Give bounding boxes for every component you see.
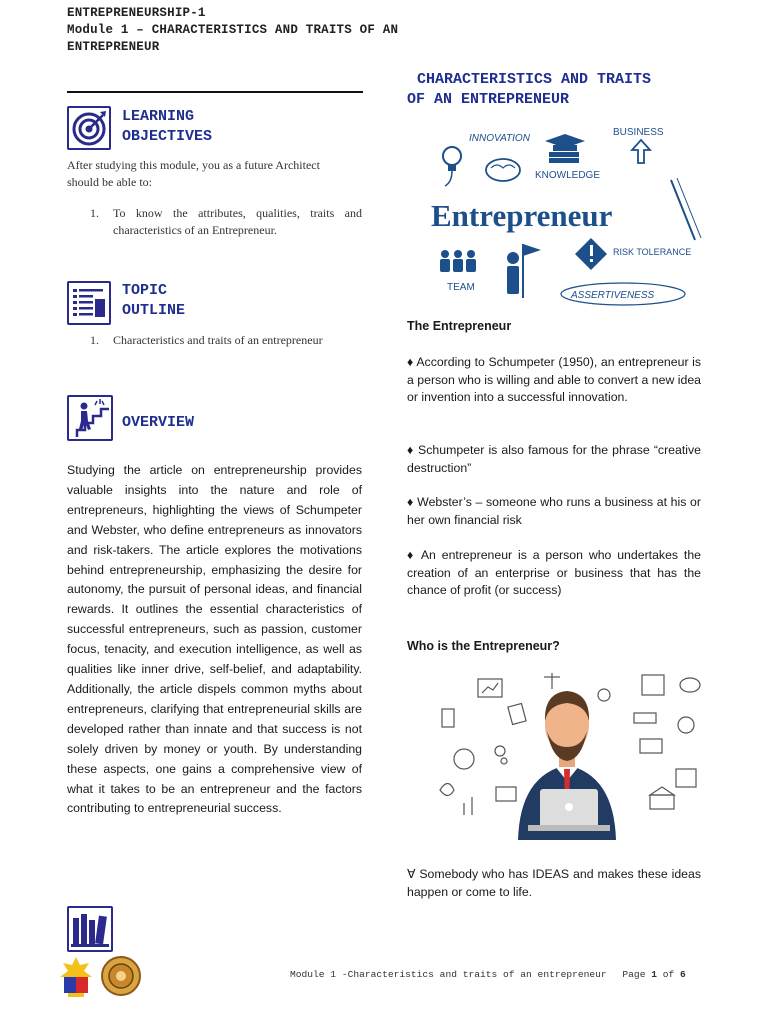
- outline-document-icon: [67, 281, 111, 325]
- footer-page-label: Page: [622, 969, 646, 980]
- footer-of: of: [662, 969, 675, 980]
- schumpeter-definition: ♦ According to Schumpeter (1950), an entrepreneur is a person who is willing and able to convert a new idea or invention into a successful innovation.: [407, 355, 701, 404]
- objective-item: To know the attributes, qualities, traits and characteristics of an Entrepreneur.: [113, 206, 362, 237]
- businessman-figure: [518, 691, 616, 840]
- objective-number: 1.: [90, 206, 99, 220]
- footer-total-pages: 6: [680, 969, 686, 980]
- graduation-cap-icon: [545, 134, 585, 163]
- topic-title-line1: TOPIC: [122, 282, 168, 299]
- overview-title: OVERVIEW: [122, 414, 195, 431]
- assertiveness-label: ASSERTIVENESS: [571, 290, 655, 301]
- businessman-illustration: [428, 665, 706, 840]
- footer-page-number: 1: [651, 969, 657, 980]
- header-module-cont: ENTREPRENEUR: [67, 40, 160, 54]
- topic-title-line2: OUTLINE: [122, 302, 186, 319]
- section-divider: [67, 91, 363, 93]
- header-module: Module 1 – CHARACTERISTICS AND TRAITS OF AN: [67, 23, 399, 37]
- doc-header: [67, 5, 398, 56]
- pencil-icon: [671, 178, 701, 240]
- business-label: BUSINESS: [613, 127, 664, 138]
- page-footer: [290, 969, 686, 980]
- topic-outline-title: [122, 281, 185, 321]
- topic-item: Characteristics and traits of an entrepreneur: [113, 333, 323, 347]
- arrow-up-icon: [632, 140, 650, 163]
- leader-flag-icon: [507, 244, 541, 298]
- institution-seal-logo: [56, 955, 96, 1001]
- books-icon: [67, 906, 113, 952]
- knowledge-label: KNOWLEDGE: [535, 170, 601, 181]
- topic-number: 1.: [90, 333, 99, 347]
- characteristics-title-line1: CHARACTERISTICS AND TRAITS: [417, 71, 652, 88]
- warning-icon: [575, 238, 607, 270]
- stairs-climber-icon: [67, 395, 113, 441]
- learning-title-line1: LEARNING: [122, 108, 195, 125]
- team-icon: [440, 250, 476, 272]
- entrepreneur-word: Entrepreneur: [431, 198, 613, 233]
- learning-title-line2: OBJECTIVES: [122, 128, 213, 145]
- the-entrepreneur-heading: The Entrepreneur: [407, 319, 512, 333]
- innovation-label: INNOVATION: [469, 133, 530, 144]
- learning-intro-line2: should be able to:: [67, 175, 152, 189]
- entrepreneur-concept-graphic: [425, 120, 703, 313]
- college-seal-logo: [100, 955, 142, 997]
- learning-objectives-title: [122, 107, 212, 147]
- brain-icon: [486, 159, 520, 181]
- enterprise-definition: ♦ An entrepreneur is a person who undertakes the creation of an enterprise or business that has the chance of profit (or success): [407, 548, 701, 597]
- characteristics-title: [407, 70, 707, 110]
- overview-body: Studying the article on entrepreneurship provides valuable insights into the nature and role of entrepreneurs, highlighting the views of Schumpeter and Webster, who define entrepreneurs as innovators and risk-takers. The article explores the motivations behind entrepreneurship, emphasizing the desire for autonomy, the pursuit of personal ideas, and financial rewards. It outlines the essential characteristics of successful entrepreneurs, such as passion, customer focus, tenacity, and execution intelligence, as well as qualities like inner drive, self-belief, and adaptability. Additionally, the article dispels common myths about entrepreneurs, clarifying that entrepreneurial skills are developed rather than innate and that success is not solely driven by money or youth. By understanding these aspects, one gains a comprehensive view of what it takes to be an entrepreneur and the factors contributing to entrepreneurial success.: [67, 463, 362, 816]
- somebody-with-ideas: ∀ Somebody who has IDEAS and makes these ideas happen or come to life.: [407, 867, 701, 899]
- who-is-heading: Who is the Entrepreneur?: [407, 639, 560, 653]
- lightbulb-icon: [443, 147, 461, 186]
- team-label: TEAM: [447, 282, 475, 293]
- risk-tolerance-label: RISK TOLERANCE: [613, 247, 692, 257]
- websters-definition: ♦ Webster’s – someone who runs a business at his or her own financial risk: [407, 495, 701, 527]
- creative-destruction-note: ♦ Schumpeter is also famous for the phrase “creative destruction”: [407, 443, 701, 475]
- header-course: ENTREPRENEURSHIP-1: [67, 6, 206, 20]
- footer-module-text: Module 1 -Characteristics and traits of an entrepreneur: [290, 969, 607, 980]
- learning-intro-line1: After studying this module, you as a future Architect: [67, 158, 320, 172]
- characteristics-title-line2: OF AN ENTREPRENEUR: [407, 91, 570, 108]
- target-icon: [67, 106, 111, 150]
- learning-intro: [67, 157, 363, 191]
